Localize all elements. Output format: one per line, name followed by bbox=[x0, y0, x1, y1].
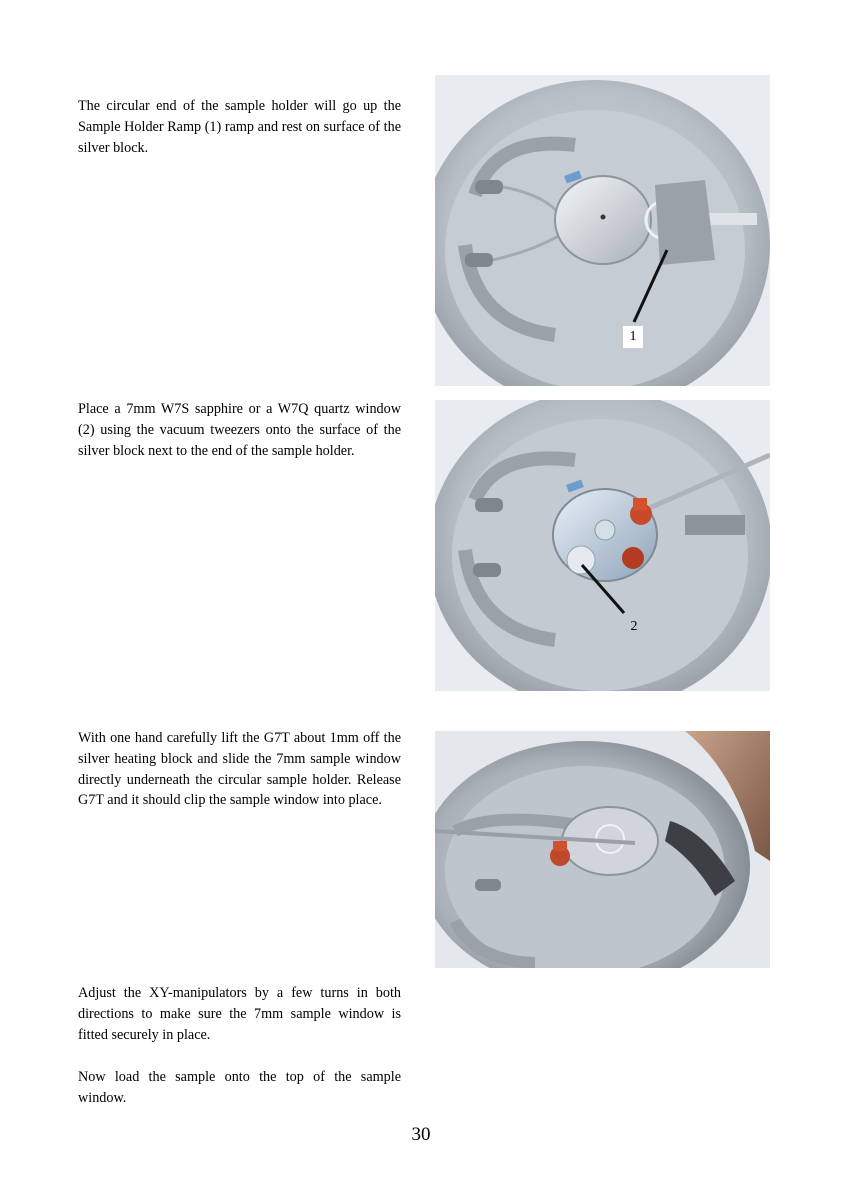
instruction-paragraph-2: Place a 7mm W7S sapphire or a W7Q quartz window (2) using the vacuum tweezers onto the surface of the silver block next to the end of the sample holder. bbox=[78, 401, 401, 459]
sapphire-window-placement-photo bbox=[435, 400, 770, 691]
sample-holder-ramp-photo bbox=[435, 75, 770, 386]
page-number: 30 bbox=[411, 1124, 431, 1145]
callout-2-label: 2 bbox=[630, 619, 638, 634]
instruction-paragraph-5: Now load the sample onto the top of the sample window. bbox=[78, 1069, 401, 1106]
instruction-paragraph-4: Adjust the XY-manipulators by a few turns in both directions to make sure the 7mm sample window is fitted securely in place. bbox=[78, 985, 401, 1043]
instruction-paragraph-1: The circular end of the sample holder will go up the Sample Holder Ramp (1) ramp and rest on surface of the silver block. bbox=[78, 98, 401, 156]
callout-1-label: 1 bbox=[622, 325, 644, 349]
instruction-paragraph-3: With one hand carefully lift the G7T about 1mm off the silver heating block and slide the 7mm sample window directly underneath the circular sample holder. Release G7T and it should clip the sample window into place. bbox=[78, 730, 401, 809]
window-insertion-photo bbox=[435, 731, 770, 968]
